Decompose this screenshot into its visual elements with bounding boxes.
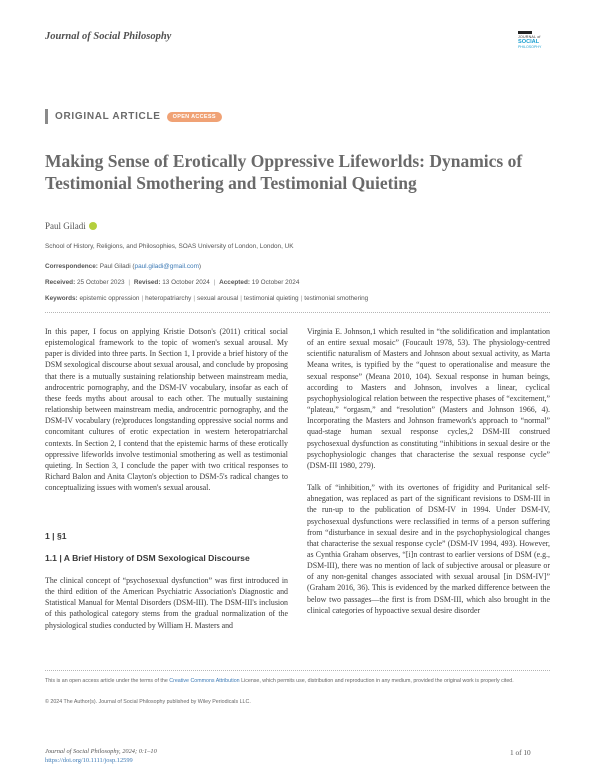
- abstract-column: [45, 326, 288, 493]
- keyword[interactable]: heteropatriarchy: [145, 295, 192, 302]
- open-access-badge[interactable]: OPEN ACCESS: [167, 112, 222, 122]
- body-paragraph: In this paper, I focus on applying Kristie Dotson's (2011) critical social epistemological framework to the topic of women's sexual arousal. My paper is divided into three parts. In Section 1, I provide a brief history of the DSM sexological discourse about sexual arousal, and conclude by proposing that there is a mutually sustaining relationship between mainstream media, androcentric pornography, and the DSM-IV vocabulary, insofar as each of these feeds myths about arousal to each other. The mutually sustaining relationship between mainstream media, androcentric pornography, and the DSM-IV vocabulary (re)produces longstanding oppressive social norms and concomitant cultures of erotic expectation in western heteropatriarchal contexts. In Section 2, I contend that the epistemic harms of these erotically oppressive lifeworlds involve testimonial smothering as well as testimonial quieting. In Section 3, I conclude the paper with two critical responses to Richard Balon and Anita Clayton's objection to DSM-5's radical changes to conceptualizing issues with women's sexual arousal.: [45, 327, 288, 493]
- keyword[interactable]: sexual arousal: [197, 295, 239, 302]
- affiliation: School of History, Religions, and Philosophies, SOAS University of London, London, UK: [45, 243, 294, 250]
- orcid-icon[interactable]: [89, 222, 97, 230]
- body-paragraph: Talk of “inhibition,” with its overtones of frigidity and Puritanical self-abnegation, was replaced as part of the significant revisions to DSM-III in the run-up to the publication of DSM-IV in 1994. Under DSM-IV, psychosexual dysfunctions were reclassified in terms of a person suffering from “disturbance in sexual desire and in the psychophysiological changes that characterise the sexual response cycle” (DSM-IV 1994, 493). However, as Cynthia Graham observes, “[i]n contrast to earlier versions of DSM (e.g., DSM-III), there was no mention of lack of subjective arousal or pleasure or of any non-genital changes associated with sexual arousal [in DSM-IV]” (Graham 2016, 36). This is evidenced by the marked difference between the below two passages—the first is from DSM-III, which also brought in the clinical categories of hypoactive sexual desire disorder: [307, 483, 550, 615]
- logo-line3: PHILOSOPHY: [518, 45, 542, 49]
- journal-logo: [518, 31, 550, 48]
- body-column-right: [307, 326, 550, 616]
- logo-bar: [518, 31, 532, 34]
- correspondence-name: Paul Giladi: [99, 263, 131, 270]
- author-name[interactable]: Paul Giladi: [45, 221, 86, 231]
- header-divider: [45, 312, 550, 313]
- revised-label: Revised:: [133, 279, 161, 286]
- author-line: [45, 221, 97, 231]
- section-heading: 1 | §1: [45, 531, 67, 541]
- article-title: Making Sense of Erotically Oppressive Lifeworlds: Dynamics of Testimonial Smothering and Testimonial Quieting: [45, 151, 523, 193]
- correspondence: Correspondence: Paul Giladi (paul.giladi@gmail.com): [45, 263, 202, 270]
- subsection-heading: 1.1 | A Brief History of DSM Sexological Discourse: [45, 553, 250, 563]
- correspondence-label: Correspondence:: [45, 263, 98, 270]
- keywords-line: Keywords: epistemic oppression | heteropatriarchy | sexual arousal | testimonial quieting | testimonial smothering: [45, 295, 369, 302]
- logo-line1: JOURNAL of: [518, 35, 541, 39]
- license-text: License, which permits use, distribution and reproduction in any medium, provided the original work is properly cited.: [239, 678, 514, 684]
- footer-citation: Journal of Social Philosophy, 2024; 0:1–10: [45, 748, 157, 755]
- revised-date: 13 October 2024: [162, 279, 210, 286]
- received-date: 25 October 2023: [76, 279, 125, 286]
- received-label: Received:: [45, 279, 76, 286]
- dates-line: Received: 25 October 2023 | Revised: 13 October 2024 | Accepted: 19 October 2024: [45, 279, 300, 286]
- body-paragraph: Virginia E. Johnson,1 which resulted in “the solidification and implantation of an entire sexual mosaic” (Foucault 1978, 53). The physiology-centred scientific naturalism of Masters and Johnson about sexual activity, as Marta Meana writes, is typified by the “quest to operationalise and measure the sexual response” (Meana 2010, 104). Sexual response in human beings, according to Masters and Johnson, involves a linear, cyclical psychophysiological relation between the respective phases of “excitement,” “plateau,” “orgasm,” and “resolution” (Masters and Johnson 1966, 4). Incorporating the Masters and Johnson framework's approach to “normal” quad-stage human sexual response cycles,2 DSM-III construed psychosexual dysfunction as constituting “inhibitions in sexual desire or the psychophysiologic changes that characterise the sexual response cycle” (DSM-III 1980, 279).: [307, 327, 550, 470]
- article-type: ORIGINAL ARTICLE: [55, 111, 161, 122]
- logo-line2: SOCIAL: [518, 39, 540, 45]
- accepted-date: 19 October 2024: [251, 279, 300, 286]
- license-link[interactable]: Creative Commons Attribution: [169, 678, 240, 684]
- article-type-bar: [45, 109, 48, 124]
- keyword[interactable]: epistemic oppression: [79, 295, 140, 302]
- license-text: This is an open access article under the terms of the: [45, 678, 170, 684]
- journal-name: Journal of Social Philosophy: [45, 31, 172, 42]
- body-column-left: [45, 575, 288, 631]
- footer-doi-link[interactable]: https://doi.org/10.1111/josp.12599: [45, 757, 133, 764]
- keyword[interactable]: testimonial quieting: [243, 295, 299, 302]
- copyright-notice: © 2024 The Author(s). Journal of Social Philosophy published by Wiley Periodicals LLC.: [45, 699, 251, 705]
- body-paragraph: The clinical concept of “psychosexual dysfunction” was first introduced in the third edition of the American Psychiatric Association's Diagnostic and Statistical Manual for Mental Disorders (DSM-III). The DSM-III's inclusion of this pathological category stems from the gradual normalization of the physiological studies conducted by William H. Masters and: [45, 576, 288, 630]
- keyword[interactable]: testimonial smothering: [304, 295, 369, 302]
- accepted-label: Accepted:: [219, 279, 250, 286]
- article-type-row: [45, 109, 222, 124]
- page-number: 1 of 10: [510, 748, 531, 757]
- license-notice: [45, 677, 550, 685]
- keywords-label: Keywords:: [45, 295, 78, 302]
- footer-divider: [45, 670, 550, 671]
- correspondence-email[interactable]: paul.giladi@gmail.com: [134, 263, 199, 270]
